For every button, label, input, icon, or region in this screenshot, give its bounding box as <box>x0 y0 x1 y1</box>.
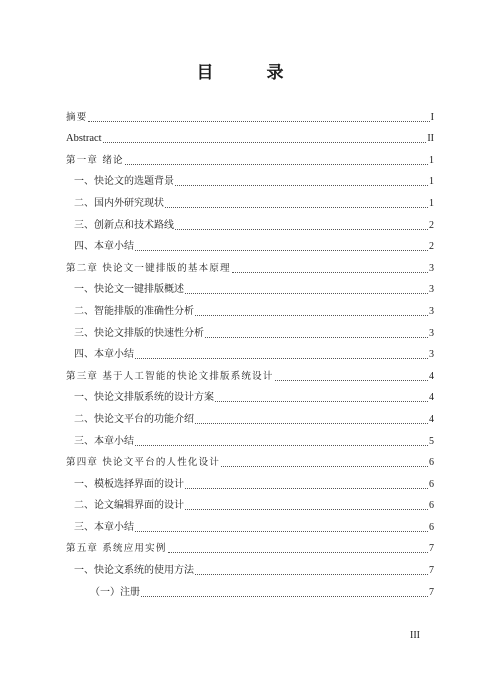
toc-entry-page: 1 <box>429 154 434 166</box>
toc-entry-label: 第四章 快论文平台的人性化设计 <box>66 457 221 469</box>
dot-leader <box>135 249 428 251</box>
dot-leader <box>275 379 428 381</box>
toc-entry-label: 三、本章小结 <box>74 521 134 533</box>
toc-entry[interactable] <box>66 534 434 556</box>
toc-entry-label: 一、快论文系统的使用方法 <box>74 565 194 577</box>
toc-entry[interactable] <box>66 275 434 297</box>
toc-entry-label: 三、快论文排版的快速性分析 <box>74 327 204 339</box>
toc-entry[interactable] <box>66 555 434 577</box>
toc-entry[interactable] <box>66 448 434 470</box>
dot-leader <box>135 357 428 359</box>
toc-entry-label: 一、快论文排版系统的设计方案 <box>74 392 214 404</box>
toc-entry-page: II <box>427 133 434 145</box>
toc-entry-page: 3 <box>429 327 434 339</box>
toc-entry-label: 二、智能排版的准确性分析 <box>74 305 194 317</box>
toc-entry-label: 一、模板选择界面的设计 <box>74 478 184 490</box>
toc-entry[interactable] <box>66 318 434 340</box>
toc-entry-page: 6 <box>429 521 434 533</box>
toc-entry-label: 摘要 <box>66 111 88 123</box>
dot-leader <box>135 530 428 532</box>
toc-title: 目 录 <box>196 63 302 83</box>
footer-page-number: III <box>410 630 420 641</box>
dot-leader <box>125 163 428 165</box>
toc-entry-page: 7 <box>429 586 434 598</box>
toc-entry[interactable] <box>66 102 434 124</box>
toc-entry[interactable] <box>66 512 434 534</box>
dot-leader <box>185 508 428 510</box>
dot-leader <box>168 551 428 553</box>
toc-entry-page: 6 <box>429 457 434 469</box>
toc-entry-page: 4 <box>429 370 434 382</box>
toc-entry-page: 4 <box>429 392 434 404</box>
toc-entry-label: 二、快论文平台的功能介绍 <box>74 413 194 425</box>
toc-entry-page: I <box>430 111 434 123</box>
dot-leader <box>221 465 428 467</box>
toc-entry[interactable] <box>66 469 434 491</box>
dot-leader <box>195 314 428 316</box>
toc-entry-page: 4 <box>429 413 434 425</box>
dot-leader <box>135 444 428 446</box>
dot-leader <box>165 206 428 208</box>
toc-entry[interactable] <box>66 253 434 275</box>
toc-entry[interactable] <box>66 491 434 513</box>
toc-entry-label: 第二章 快论文一键排版的基本原理 <box>66 262 231 274</box>
toc-entry-label: 第三章 基于人工智能的快论文排版系统设计 <box>66 370 274 382</box>
toc-entry-label: 二、论文编辑界面的设计 <box>74 500 184 512</box>
dot-leader <box>88 120 429 122</box>
toc-entry[interactable] <box>66 577 434 599</box>
toc-entry-label: Abstract <box>66 133 102 145</box>
toc-list <box>66 102 434 599</box>
dot-leader <box>175 228 428 230</box>
toc-entry-page: 1 <box>429 197 434 209</box>
dot-leader <box>141 595 428 597</box>
toc-entry-page: 3 <box>429 305 434 317</box>
toc-entry[interactable] <box>66 232 434 254</box>
dot-leader <box>195 573 428 575</box>
toc-entry[interactable] <box>66 188 434 210</box>
dot-leader <box>232 271 428 273</box>
dot-leader <box>195 422 428 424</box>
toc-entry-page: 6 <box>429 500 434 512</box>
dot-leader <box>185 487 428 489</box>
dot-leader <box>215 400 428 402</box>
toc-entry[interactable] <box>66 145 434 167</box>
toc-entry-label: 第五章 系统应用实例 <box>66 543 167 555</box>
toc-entry[interactable] <box>66 383 434 405</box>
toc-entry-page: 3 <box>429 262 434 274</box>
toc-entry-label: 二、国内外研究现状 <box>74 197 164 209</box>
toc-entry[interactable] <box>66 361 434 383</box>
toc-entry-page: 1 <box>429 176 434 188</box>
toc-entry[interactable] <box>66 296 434 318</box>
dot-leader <box>103 141 427 143</box>
dot-leader <box>175 184 428 186</box>
toc-entry-label: 三、本章小结 <box>74 435 134 447</box>
toc-entry[interactable] <box>66 210 434 232</box>
toc-entry-label: 四、本章小结 <box>74 349 134 361</box>
toc-entry-label: 三、创新点和技术路线 <box>74 219 174 231</box>
toc-entry[interactable] <box>66 124 434 146</box>
toc-entry-label: 四、本章小结 <box>74 241 134 253</box>
toc-entry-page: 7 <box>429 543 434 555</box>
toc-entry-label: 一、快论文一键排版概述 <box>74 284 184 296</box>
toc-entry-page: 2 <box>429 219 434 231</box>
toc-entry-page: 6 <box>429 478 434 490</box>
toc-entry-label: （一）注册 <box>90 586 140 598</box>
toc-entry-page: 3 <box>429 284 434 296</box>
dot-leader <box>205 336 428 338</box>
toc-entry[interactable] <box>66 340 434 362</box>
toc-entry[interactable] <box>66 426 434 448</box>
dot-leader <box>185 292 428 294</box>
toc-entry[interactable] <box>66 167 434 189</box>
toc-entry-label: 一、快论文的选题背景 <box>74 176 174 188</box>
toc-entry-page: 3 <box>429 349 434 361</box>
toc-entry-page: 2 <box>429 241 434 253</box>
toc-entry[interactable] <box>66 404 434 426</box>
toc-entry-page: 5 <box>429 435 434 447</box>
toc-entry-page: 7 <box>429 565 434 577</box>
toc-entry-label: 第一章 绪论 <box>66 154 124 166</box>
